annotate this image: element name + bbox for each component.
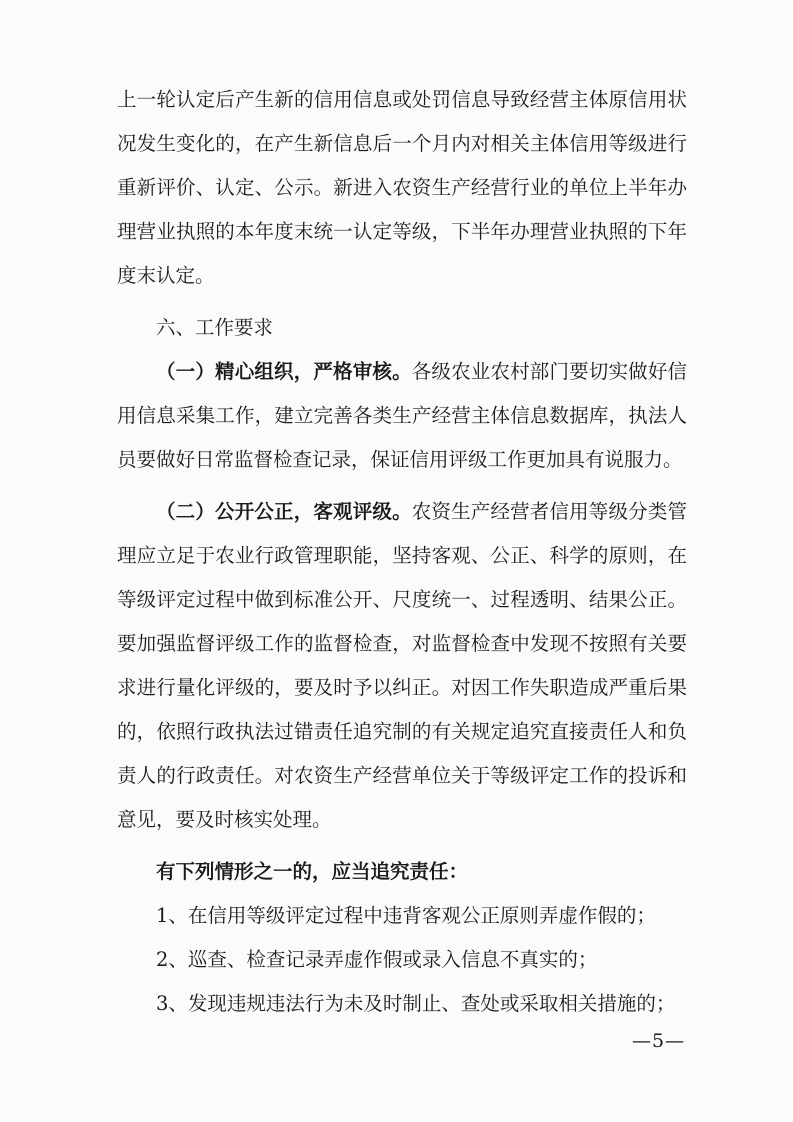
list-item: 2、巡查、检查记录弄虚作假或录入信息不真实的；	[156, 948, 598, 971]
paragraph-organize-review-body: 各级农业农村部门要切实做好信用信息采集工作，建立完善各类生产经营主体信息数据库，执法人员要做好日常监督检查记录，保证信用评级工作更加具有说服力。	[117, 360, 687, 471]
subheading-accountability: 有下列情形之一的，应当追究责任：	[156, 860, 469, 883]
subheading-fair-rating: （二）公开公正，客观评级。	[156, 500, 412, 523]
paragraph-fair-rating-body: 农资生产经营者信用等级分类管理应立足于农业行政管理职能，坚持客观、公正、科学的原则，在等级评定过程中做到标准公开、尺度统一、过程透明、结果公正。要加强监督评级工作的监督检查，对监督检查中发现不按照有关要求进行量化评级的，要及时予以纠正。对因工作失职造成严重后果的，依照行政执法过错责任追究制的有关规定追究直接责任人和负责人的行政责任。对农资生产经营单位关于等级评定工作的投诉和意见，要及时核实处理。	[117, 500, 687, 831]
document-body	[117, 78, 687, 1026]
paragraph-organize-review	[117, 350, 687, 482]
page-number: —5—	[632, 1030, 686, 1052]
paragraph-credit-update: 上一轮认定后产生新的信用信息或处罚信息导致经营主体原信用状况发生变化的，在产生新信息后一个月内对相关主体信用等级进行重新评价、认定、公示。新进入农资生产经营行业的单位上半年办理营业执照的本年度末统一认定等级，下半年办理营业执照的下年度末认定。	[117, 88, 687, 287]
section-heading-work-requirements: 六、工作要求	[156, 316, 274, 339]
list-item: 1、在信用等级评定过程中违背客观公正原则弄虚作假的；	[156, 904, 656, 927]
paragraph-fair-rating	[117, 490, 687, 842]
subheading-organize-review: （一）精心组织，严格审核。	[156, 360, 412, 383]
list-item: 3、发现违规违法行为未及时制止、查处或采取相关措施的；	[156, 992, 676, 1015]
